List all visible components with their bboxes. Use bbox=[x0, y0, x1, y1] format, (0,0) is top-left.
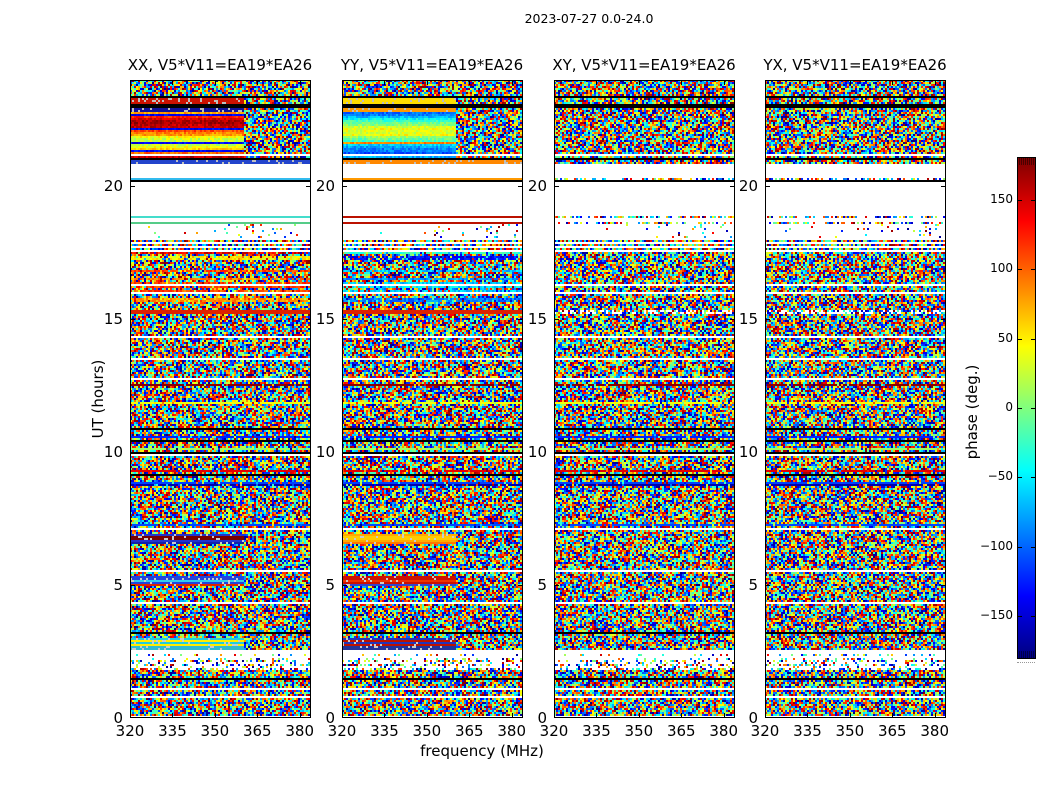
panel-title-yx: YX, V5*V11=EA19*EA26 bbox=[763, 56, 947, 74]
colorbar-tick-label: 50 bbox=[997, 330, 1013, 345]
y-tick-label: 20 bbox=[103, 177, 123, 196]
y-tick-label: 15 bbox=[527, 310, 547, 329]
y-tick-label: 10 bbox=[527, 443, 547, 462]
x-tick-label: 335 bbox=[370, 722, 399, 740]
x-tick-label: 320 bbox=[327, 722, 357, 740]
y-tick-label: 15 bbox=[103, 310, 123, 329]
y-tick-label: 5 bbox=[325, 576, 335, 595]
heatmap-panel-yx bbox=[765, 80, 946, 718]
y-tick-label: 5 bbox=[537, 576, 547, 595]
x-tick-label: 365 bbox=[454, 722, 484, 740]
colorbar-gradient bbox=[1018, 158, 1035, 658]
y-tick-label: 20 bbox=[738, 177, 758, 196]
panel-title-xy: XY, V5*V11=EA19*EA26 bbox=[552, 56, 736, 74]
x-tick-label: 350 bbox=[835, 722, 865, 740]
y-tick-label: 0 bbox=[748, 709, 758, 727]
heatmap-panel-yy bbox=[342, 80, 523, 718]
y-tick-label: 20 bbox=[315, 177, 335, 196]
x-axis-label: frequency (MHz) bbox=[420, 742, 544, 760]
y-tick-label: 20 bbox=[527, 177, 547, 196]
panel-title-xx: XX, V5*V11=EA19*EA26 bbox=[127, 56, 313, 74]
colorbar-label: phase (deg.) bbox=[963, 364, 981, 460]
x-tick-label: 335 bbox=[158, 722, 187, 740]
x-tick-label: 365 bbox=[242, 722, 272, 740]
y-tick-label: 15 bbox=[315, 310, 335, 329]
colorbar bbox=[1017, 157, 1036, 659]
y-tick-label: 15 bbox=[738, 310, 758, 329]
x-tick-label: 320 bbox=[539, 722, 569, 740]
x-tick-label: 335 bbox=[793, 722, 822, 740]
x-tick-label: 335 bbox=[582, 722, 611, 740]
y-tick-label: 0 bbox=[325, 709, 335, 727]
y-tick-label: 0 bbox=[537, 709, 547, 727]
colorbar-tick-label: 150 bbox=[990, 191, 1013, 206]
y-tick-label: 5 bbox=[113, 576, 123, 595]
colorbar-tick-label: −100 bbox=[980, 538, 1013, 553]
x-tick-label: 365 bbox=[877, 722, 907, 740]
x-tick-label: 350 bbox=[624, 722, 654, 740]
y-axis-label: UT (hours) bbox=[89, 359, 107, 439]
x-tick-label: 320 bbox=[750, 722, 780, 740]
x-tick-label: 365 bbox=[666, 722, 696, 740]
figure-title: 2023-07-27 0.0-24.0 bbox=[524, 11, 654, 26]
heatmap-panel-xy bbox=[554, 80, 735, 718]
x-tick-label: 380 bbox=[709, 722, 739, 740]
colorbar-tick-label: −50 bbox=[987, 469, 1013, 484]
x-tick-label: 350 bbox=[200, 722, 230, 740]
heatmap-panel-xx bbox=[130, 80, 311, 718]
colorbar-tick-label: −150 bbox=[980, 608, 1013, 623]
x-tick-label: 320 bbox=[115, 722, 145, 740]
y-tick-label: 10 bbox=[103, 443, 123, 462]
y-tick-label: 10 bbox=[738, 443, 758, 462]
colorbar-extend-dots bbox=[1017, 662, 1035, 663]
x-tick-label: 350 bbox=[412, 722, 442, 740]
x-tick-label: 380 bbox=[497, 722, 527, 740]
y-tick-label: 0 bbox=[113, 709, 123, 727]
y-tick-label: 5 bbox=[748, 576, 758, 595]
colorbar-tick-label: 0 bbox=[1005, 400, 1013, 414]
x-tick-label: 380 bbox=[285, 722, 315, 740]
y-tick-label: 10 bbox=[315, 443, 335, 462]
colorbar-tick-label: 100 bbox=[990, 261, 1013, 276]
x-tick-label: 380 bbox=[920, 722, 950, 740]
panel-title-yy: YY, V5*V11=EA19*EA26 bbox=[340, 56, 524, 74]
